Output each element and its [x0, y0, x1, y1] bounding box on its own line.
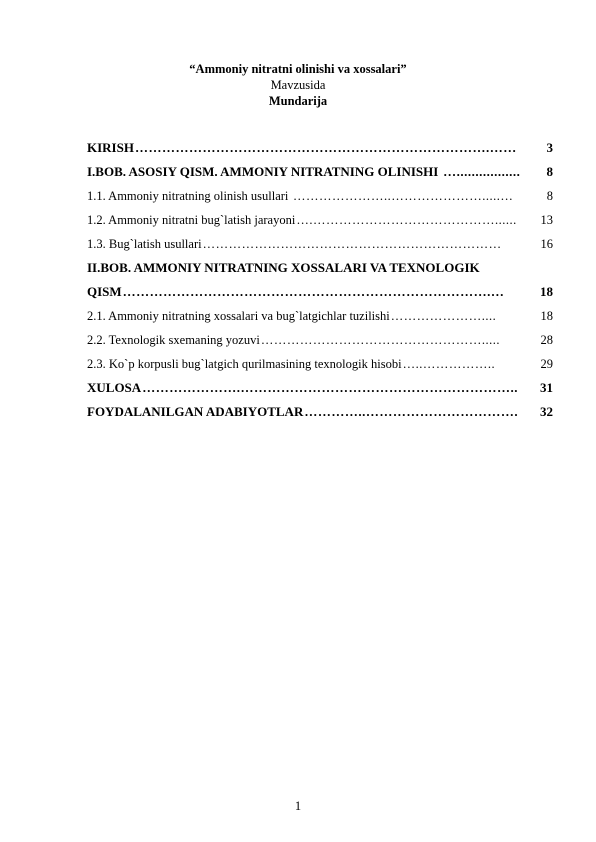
toc-entry [87, 376, 553, 400]
toc-entry [87, 280, 553, 304]
toc-entry-text: 2.3. Ko`p korpusli bug`latgich qurilmasining texnologik hisobi [87, 357, 402, 371]
toc-leader: ……………………………………………..... [260, 333, 500, 347]
toc-page-number: 13 [540, 208, 554, 232]
toc-page-number: 31 [539, 376, 553, 400]
toc-leader: ….……………………………………...... [296, 213, 517, 227]
toc-entry [87, 256, 553, 280]
toc-entry-text: 1.1. Ammoniy nitratning olinish usullari [87, 189, 289, 203]
toc-entry [87, 328, 553, 352]
toc-page-number: 29 [540, 352, 554, 376]
toc-entry [87, 208, 553, 232]
toc-page-number: 8 [546, 160, 554, 184]
toc-entry-text: KIRISH [87, 140, 134, 155]
page-number: 1 [294, 799, 302, 813]
document-subtitle: Mavzusida [270, 78, 326, 92]
toc-entry [87, 232, 553, 256]
toc-leader: ………………….... [390, 309, 497, 323]
toc-entry [87, 304, 553, 328]
toc-entry [87, 400, 553, 424]
toc-entry-text: 2.1. Ammoniy nitratning xossalari va bug`latgichlar tuzilishi [87, 309, 390, 323]
toc-entry-text: XULOSA [87, 380, 142, 395]
toc-leader: …................. [439, 164, 521, 179]
toc-leader: …..…………….. [402, 357, 496, 371]
toc-leader: …………………..………………….....… [289, 189, 514, 203]
toc-entry-text: I.BOB. ASOSIY QISM. AMMONIY NITRATNING OLINISHI [87, 164, 439, 179]
toc-page-number: 18 [540, 304, 554, 328]
toc-page-number: 8 [546, 184, 553, 208]
toc-leader: …………..……………………………. [304, 404, 519, 419]
toc-leader: …………………………………………………………………….…… [134, 140, 517, 155]
toc-leader: ……………………………………………………………………….… [122, 284, 505, 299]
toc-entry-text: II.BOB. AMMONIY NITRATNING XOSSALARI VA TEXNOLOGIK [87, 260, 480, 275]
toc-heading: Mundarija [268, 94, 328, 108]
toc-entry [87, 136, 553, 160]
toc-entry-text: 1.3. Bug`latish usullari [87, 237, 202, 251]
toc-leader: ………………….…………………………………………………….. [142, 380, 518, 395]
toc-entry-text: 2.2. Texnologik sxemaning yozuvi [87, 333, 260, 347]
toc-page-number: 3 [546, 136, 554, 160]
toc-page-number: 28 [540, 328, 554, 352]
toc-page-number: 32 [539, 400, 553, 424]
toc-entry [87, 352, 553, 376]
toc-page-number: 16 [540, 232, 554, 256]
toc-entry [87, 160, 553, 184]
toc-entry [87, 184, 553, 208]
table-of-contents [87, 136, 553, 424]
toc-entry-text: QISM [87, 284, 122, 299]
toc-entry-text: 1.2. Ammoniy nitratni bug`latish jarayoni [87, 213, 296, 227]
toc-entry-text: FOYDALANILGAN ADABIYOTLAR [87, 404, 304, 419]
document-title: “Ammoniy nitratni olinishi va xossalari” [189, 62, 407, 76]
toc-page-number: 18 [539, 280, 553, 304]
toc-leader: …………………………………………………………… [202, 237, 502, 251]
